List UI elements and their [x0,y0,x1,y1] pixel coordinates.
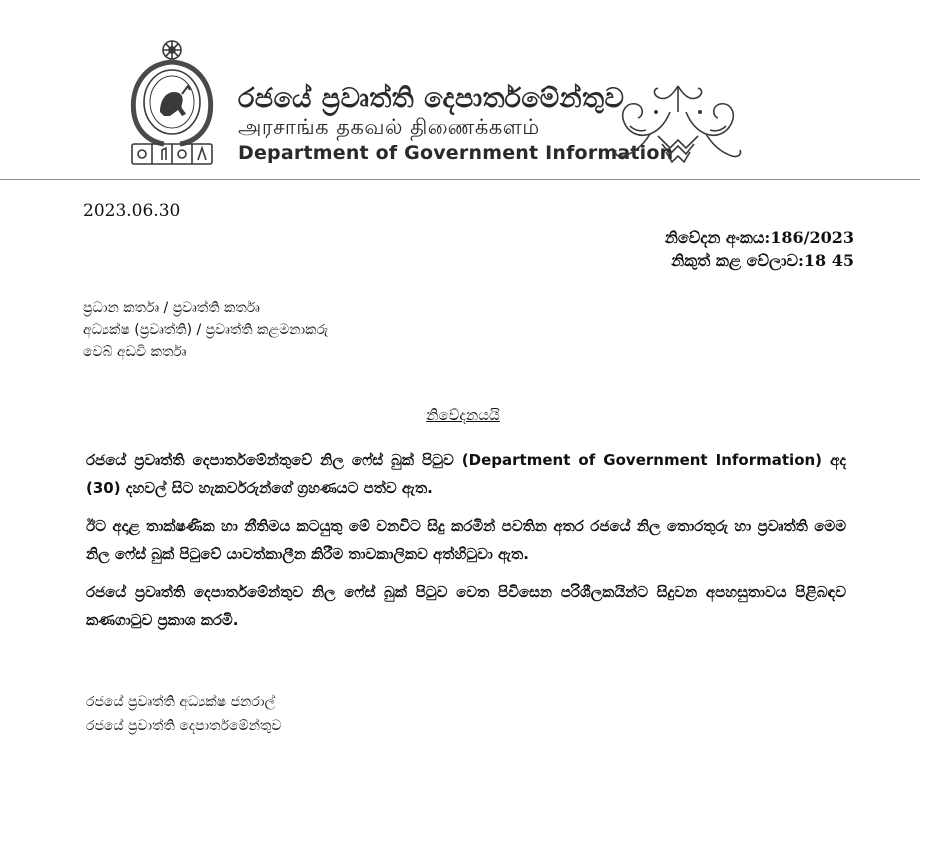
document-date: 2023.06.30 [83,201,181,221]
body-paragraph: ඊට අදාළ තාක්ෂණික හා නීතිමය කටයුතු මේ වනවිට සිදු කරමින් පවතින අතර රජයේ නිල තොරතුරු හා ප්‍රවෘත්ති මෙම නිල ෆේස් බුක් පිටුවේ යාවත්කාලීන කිරීම තාවකාලිකව අත්හිටුවා ඇත. [86,517,846,563]
signature-block [86,690,281,738]
notice-references [665,226,854,272]
swan-ornament-icon [610,82,746,168]
signatory-title: රජයේ ප්‍රවෘත්ති අධ්‍යක්ෂ ජනරාල් [86,694,276,710]
body-paragraph: රජයේ ප්‍රවෘත්ති දෙපාර්තමේන්තුව නිල ෆේස් බුක් පිටුව වෙත පිවිසෙන පරිශීලකයින්ට සිදුවන අපහසුතාවය පිළිබඳව කණගාටුව ප්‍රකාශ කරමි. [86,583,846,629]
recipient-line: ප්‍රධාන කර්තෘ / ප්‍රවෘත්ති කර්තෘ [83,300,260,316]
recipient-line: අධ්‍යක්ෂ (ප්‍රවෘත්ති) / ප්‍රවෘත්ති කළමනාකරු [83,322,329,338]
department-name-english: Department of Government Information [238,142,674,164]
body-paragraph: රජයේ ප්‍රවෘත්ති දෙපාර්තමේන්තුවේ නිල ෆේස් බුක් පිටුව (Department of Government Information) අද (30) දහවල් සිට හැකර්වරුන්ගේ ග්‍රහණයට පත්ව ඇත. [86,451,846,497]
notice-number: නිවේදන අංකය:186/2023 [664,228,854,247]
notice-title: නිවේදනයයි [426,406,500,424]
sri-lanka-emblem-icon [124,36,220,166]
signatory-department: රජයේ ප්‍රවාත්ති දෙපාර්තමේන්තුව [86,718,282,734]
department-name-sinhala: රජයේ ප්‍රවෘත්ති දෙපාර්තමේන්තුව [238,83,625,114]
header-divider [0,179,920,180]
recipient-line: වෙබ් අඩවි කර්තෘ [83,344,187,360]
release-time: නිකුත් කළ වේලාව:18 45 [671,251,854,270]
recipient-list [83,297,328,363]
notice-body [86,446,846,644]
department-names [238,84,673,166]
department-name-tamil: அரசாங்க தகவல் திணைக்களம் [238,115,540,139]
letterhead [0,0,926,180]
